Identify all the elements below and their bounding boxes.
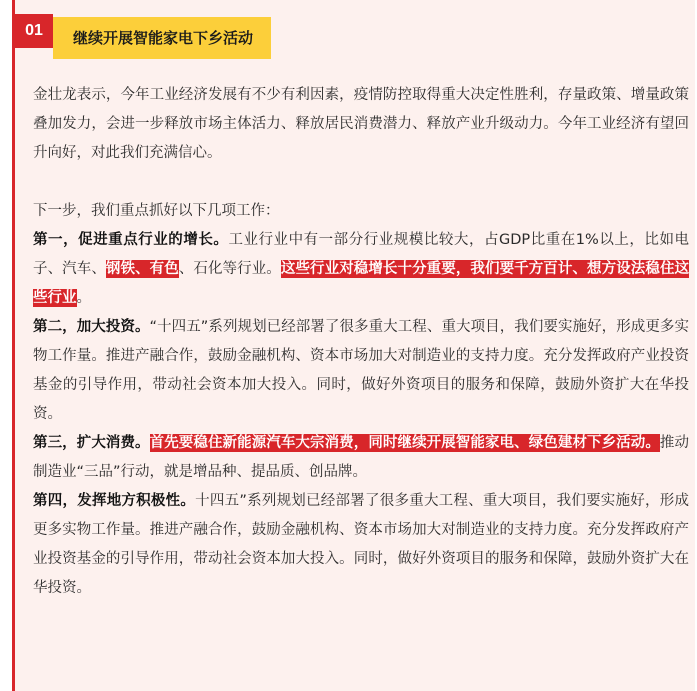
section-title: 继续开展智能家电下乡活动 — [53, 17, 271, 59]
item-2-paragraph — [33, 313, 689, 429]
item-3-paragraph — [33, 429, 689, 487]
intro-paragraph: 金壮龙表示，今年工业经济发展有不少有利因素，疫情防控取得重大决定性胜利，存量政策、增量政策叠加发力，会进一步释放市场主体活力、释放居民消费潜力、释放产业升级动力。今年工业经济有望回升向好，对此我们充满信心。 — [33, 87, 689, 161]
item-1-text-b: 、石化等行业。 — [178, 261, 281, 277]
item-1-text-c: 。 — [76, 290, 91, 306]
item-3-lead: 第三，扩大消费。 — [33, 435, 150, 451]
article-body — [33, 81, 689, 603]
item-2-lead: 第二，加大投资。 — [33, 319, 150, 335]
item-1-paragraph — [33, 226, 689, 313]
item-2-text: “十四五”系列规划已经部署了很多重大工程、重大项目，我们要实施好，形成更多实物工作量。推进产融合作，鼓励金融机构、资本市场加大对制造业的支持力度。充分发挥政府产业投资基金的引导作用，带动社会资本加大投入。同时，做好外资项目的服务和保障，鼓励外资扩大在华投资。 — [33, 319, 689, 422]
next-steps-paragraph: 下一步，我们重点抓好以下几项工作： — [33, 203, 280, 219]
item-3-text: 推动制造业“三品”行动，就是增品种、提品质、创品牌。 — [33, 435, 690, 480]
article-card — [12, 0, 695, 691]
item-1-highlight-a: 钢铁、有色 — [105, 261, 179, 277]
item-1-highlight-b: 这些行业对稳增长十分重要，我们要千方百计、想方设法稳住这些行业 — [33, 261, 690, 306]
section-number-badge: 01 — [15, 14, 53, 48]
item-4-text: 十四五”系列规划已经部署了很多重大工程、重大项目，我们要实施好，形成更多实物工作量。推进产融合作，鼓励金融机构、资本市场加大对制造业的支持力度。充分发挥政府产业投资基金的引导作用，带动社会资本加大投入。同时，做好外资项目的服务和保障，鼓励外资扩大在华投资。 — [33, 493, 689, 596]
item-1-lead: 第一，促进重点行业的增长。 — [33, 232, 229, 248]
item-4-paragraph — [33, 487, 689, 603]
paragraph-gap — [33, 168, 689, 197]
item-1-text-a: 工业行业中有一部分行业规模比较大，占GDP比重在1%以上，比如电子、汽车、 — [33, 232, 690, 277]
item-4-lead: 第四，发挥地方积极性。 — [33, 493, 196, 509]
item-3-highlight: 首先要稳住新能源汽车大宗消费，同时继续开展智能家电、绿色建材下乡活动。 — [149, 435, 660, 451]
